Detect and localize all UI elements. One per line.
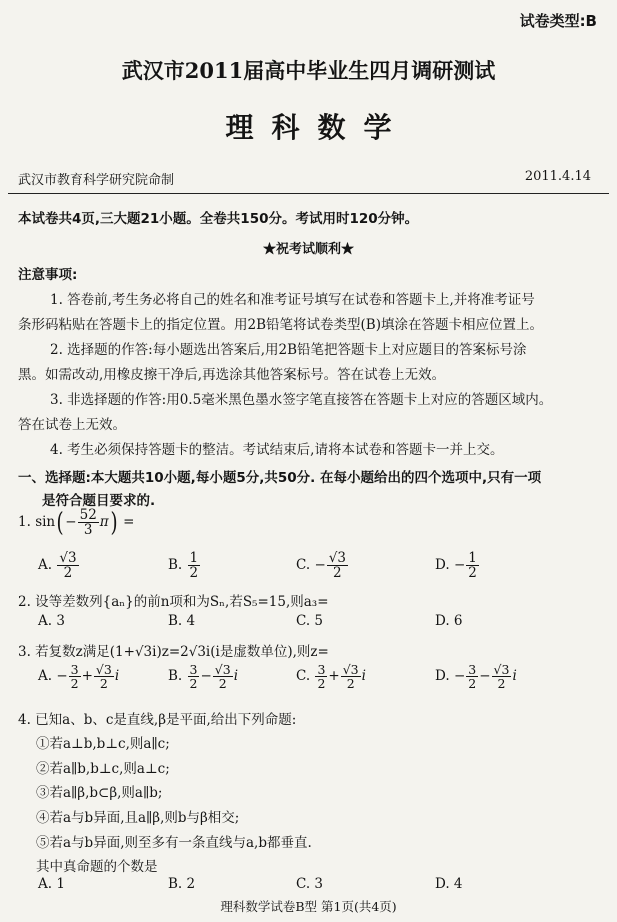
exam-subject: 理科数学 xyxy=(225,111,410,144)
notes-title: 注意事项: xyxy=(18,267,78,283)
q4-option-b: B. 2 xyxy=(168,876,196,892)
q3-option-c: C. $\frac{3}{2}$ + $\frac{√3}{2}$ i xyxy=(296,662,366,692)
q1-option-b: B. $\frac{1}{2}$ xyxy=(168,550,199,582)
section-heading: 一、选择题:本大题共10小题,每小题5分,共50分. 在每小题给出的四个选项中,只有一项 xyxy=(18,470,542,486)
note-line: 4. 考生必须保持答题卡的整洁。考试结束后,请将本试卷和答题卡一并上交。 xyxy=(50,442,504,458)
q1-option-d: D. − $\frac{1}{2}$ xyxy=(435,550,477,582)
q4-proposition: ⑤若a与b异面,则至多有一条直线与a,b都垂直. xyxy=(36,835,312,851)
q3-option-a: A. − $\frac{3}{2}$ + $\frac{√3}{2}$ i xyxy=(38,662,120,692)
note-line: 条形码粘贴在答题卡上的指定位置。用2B铅笔将试卷类型(B)填涂在答题卡相应位置上。 xyxy=(18,317,543,333)
q4-option-a: A. 1 xyxy=(38,876,65,892)
header-divider xyxy=(8,193,609,194)
q3-option-d: D. − $\frac{3}{2}$ − $\frac{√3}{2}$ i xyxy=(435,662,517,692)
q4-proposition: ①若a⊥b,b⊥c,则a∥c; xyxy=(36,736,170,752)
note-line: 答在试卷上无效。 xyxy=(18,417,126,433)
question-1: 1. sin( − $\frac{52}{3}$ π) = xyxy=(18,507,135,539)
question-2: 2. 设等差数列{aₙ}的前n项和为Sₙ,若S₅=15,则a₃= xyxy=(18,594,329,610)
paper-type-label: 试卷类型:B xyxy=(519,12,597,30)
q2-option-d: D. 6 xyxy=(435,613,463,629)
question-3: 3. 若复数z满足(1+√3i)z=2√3i(i是虚数单位),则z= xyxy=(18,644,329,660)
q1-option-c: C. − $\frac{√3}{2}$ xyxy=(296,550,346,582)
q4-option-c: C. 3 xyxy=(296,876,324,892)
q2-option-c: C. 5 xyxy=(296,613,324,629)
q4-proposition: ②若a∥b,b⊥c,则a⊥c; xyxy=(36,761,170,777)
q4-proposition: ③若a∥β,b⊂β,则a∥b; xyxy=(36,785,163,801)
section-heading-cont: 是符合题目要求的. xyxy=(42,493,156,509)
note-line: 1. 答卷前,考生务必将自己的姓名和准考证号填写在试卷和答题卡上,并将准考证号 xyxy=(50,292,535,308)
note-line: 黑。如需改动,用橡皮擦干净后,再选涂其他答案标号。答在试卷上无效。 xyxy=(18,367,446,383)
note-line: 3. 非选择题的作答:用0.5毫米黑色墨水签字笔直接答在答题卡上对应的答题区域内。 xyxy=(50,392,553,408)
page-footer: 理科数学试卷B型 第1页(共4页) xyxy=(220,899,397,914)
note-line: 2. 选择题的作答:每小题选出答案后,用2B铅笔把答题卡上对应题目的答案标号涂 xyxy=(50,342,527,358)
q2-option-a: A. 3 xyxy=(38,613,65,629)
q3-option-b: B. $\frac{3}{2}$ − $\frac{√3}{2}$ i xyxy=(168,662,239,692)
exam-date: 2011.4.14 xyxy=(524,169,591,184)
q2-option-b: B. 4 xyxy=(168,613,196,629)
q4-proposition: ④若a与b异面,且a∥β,则b与β相交; xyxy=(36,810,240,826)
q4-question: 其中真命题的个数是 xyxy=(36,859,158,875)
issuer: 武汉市教育科学研究院命制 xyxy=(18,173,175,188)
question-4: 4. 已知a、b、c是直线,β是平面,给出下列命题: xyxy=(18,712,297,728)
exam-intro: 本试卷共4页,三大题21小题。全卷共150分。考试用时120分钟。 xyxy=(18,211,419,227)
good-luck-line: ★祝考试顺利★ xyxy=(262,242,354,257)
q4-option-d: D. 4 xyxy=(435,876,463,892)
exam-title: 武汉市2011届高中毕业生四月调研测试 xyxy=(121,58,496,83)
q1-option-a: A. $\frac{√3}{2}$ xyxy=(38,550,77,582)
